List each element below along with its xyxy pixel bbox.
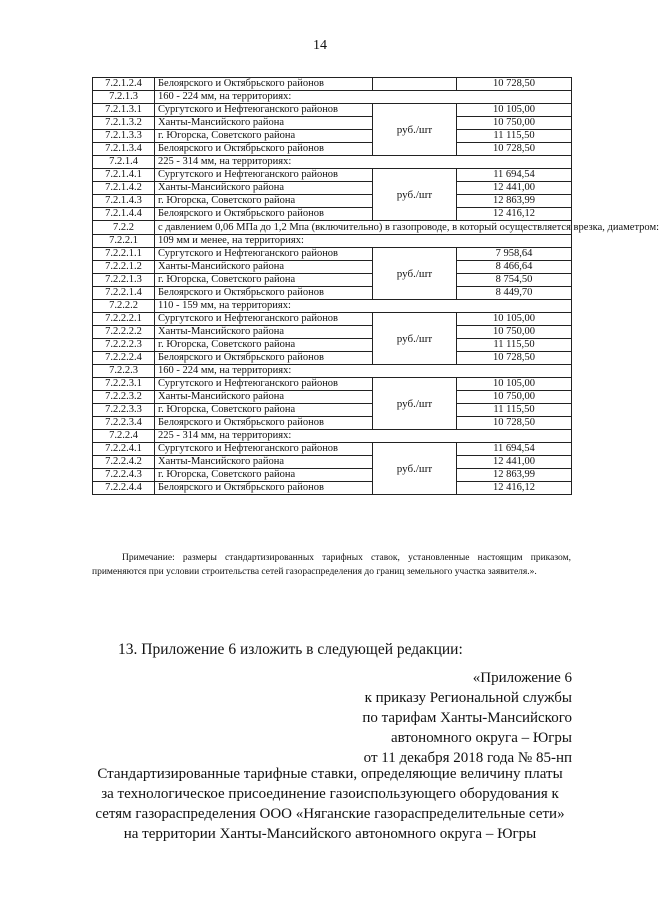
table-row: [93, 482, 572, 495]
row-name: Ханты-Мансийского района: [155, 261, 373, 274]
row-code: 7.2.1.4.3: [93, 195, 155, 208]
title-line: на территории Ханты-Мансийского автономного округа – Югры: [123, 826, 537, 842]
row-code: 7.2.1.4.4: [93, 208, 155, 221]
tariff-table: [92, 77, 659, 495]
table-row: [93, 417, 572, 430]
table-row: [93, 430, 572, 443]
table-row: [93, 365, 572, 378]
row-code: 7.2.2: [93, 221, 155, 235]
appendix-line: к приказу Региональной службы: [364, 690, 572, 706]
row-code: 7.2.1.3: [93, 91, 155, 104]
row-code: 7.2.2.2.1: [93, 313, 155, 326]
table-row: [93, 117, 572, 130]
appendix-header: [362, 668, 572, 768]
row-name: Белоярского и Октябрьского районов: [155, 287, 373, 300]
row-price: 12 416,12: [457, 482, 572, 495]
row-code: 7.2.2.4.2: [93, 456, 155, 469]
appendix-line: автономного округа – Югры: [390, 730, 572, 746]
row-name: Ханты-Мансийского района: [155, 117, 373, 130]
row-price: 10 728,50: [457, 143, 572, 156]
row-price: 11 694,54: [457, 169, 572, 182]
table-row: [93, 195, 572, 208]
item-13-heading: 13. Приложение 6 изложить в следующей редакции:: [118, 641, 463, 658]
row-code: 7.2.2.1: [93, 235, 155, 248]
row-code: 7.2.1.4: [93, 156, 155, 169]
row-name: г. Югорска, Советского района: [155, 195, 373, 208]
row-price: 10 750,00: [457, 391, 572, 404]
title-line: Стандартизированные тарифные ставки, определяющие величину платы: [97, 766, 563, 782]
row-name: с давлением 0,06 МПа до 1,2 Мпа (включительно) в газопроводе, в который осуществляется врезка, диаметром:: [155, 221, 572, 235]
row-code: 7.2.2.1.2: [93, 261, 155, 274]
row-price: 10 750,00: [457, 326, 572, 339]
document-title: [60, 764, 600, 844]
row-name: г. Югорска, Советского района: [155, 274, 373, 287]
row-price: 11 115,50: [457, 404, 572, 417]
row-name: г. Югорска, Советского района: [155, 130, 373, 143]
row-name: Сургутского и Нефтеюганского районов: [155, 104, 373, 117]
row-code: 7.2.2.2: [93, 300, 155, 313]
row-price: 10 728,50: [457, 352, 572, 365]
table-row: [93, 352, 572, 365]
row-name: Сургутского и Нефтеюганского районов: [155, 169, 373, 182]
table-row: [93, 221, 572, 235]
table-row: [93, 208, 572, 221]
table-row: [93, 104, 572, 117]
table-row: [93, 130, 572, 143]
row-name: Сургутского и Нефтеюганского районов: [155, 443, 373, 456]
row-code: 7.2.2.4.4: [93, 482, 155, 495]
table-row: [93, 443, 572, 456]
unit-cell: руб./шт: [373, 313, 457, 365]
table-row: [93, 91, 572, 104]
title-line: сетям газораспределения ООО «Няганские газораспределительные сети»: [95, 806, 565, 822]
row-name: 225 - 314 мм, на территориях:: [155, 156, 572, 169]
page-number: 14: [313, 38, 327, 53]
row-code: 7.2.2.3: [93, 365, 155, 378]
row-name: Сургутского и Нефтеюганского районов: [155, 378, 373, 391]
table-row: [93, 378, 572, 391]
row-price: 12 416,12: [457, 208, 572, 221]
table-row: [93, 169, 572, 182]
table-note: Примечание: размеры стандартизированных тарифных ставок, установленные настоящим приказом, применяются при условии строительства сетей газораспределения до границ земельного участка заявителя.».: [92, 553, 571, 577]
row-name: 160 - 224 мм, на территориях:: [155, 91, 572, 104]
appendix-line: «Приложение 6: [472, 670, 572, 686]
row-name: г. Югорска, Советского района: [155, 339, 373, 352]
row-price: 12 441,00: [457, 456, 572, 469]
table-row: [93, 326, 572, 339]
table-row: [93, 261, 572, 274]
row-name: г. Югорска, Советского района: [155, 404, 373, 417]
row-code: 7.2.2.1.1: [93, 248, 155, 261]
row-price: 8 449,70: [457, 287, 572, 300]
row-name: Сургутского и Нефтеюганского районов: [155, 248, 373, 261]
row-name: Белоярского и Октябрьского районов: [155, 143, 373, 156]
row-price: 10 105,00: [457, 313, 572, 326]
row-code: 7.2.2.2.2: [93, 326, 155, 339]
row-name: Сургутского и Нефтеюганского районов: [155, 313, 373, 326]
row-code: 7.2.1.3.3: [93, 130, 155, 143]
row-code: 7.2.2.4.3: [93, 469, 155, 482]
row-name: Ханты-Мансийского района: [155, 456, 373, 469]
row-code: 7.2.2.2.3: [93, 339, 155, 352]
row-code: 7.2.2.1.3: [93, 274, 155, 287]
table-row: [93, 313, 572, 326]
row-price: 10 105,00: [457, 378, 572, 391]
row-code: 7.2.2.3.2: [93, 391, 155, 404]
row-price: 11 694,54: [457, 443, 572, 456]
unit-cell: руб./шт: [373, 443, 457, 495]
row-code: 7.2.2.4: [93, 430, 155, 443]
row-name: Белоярского и Октябрьского районов: [155, 417, 373, 430]
row-code: 7.2.2.4.1: [93, 443, 155, 456]
unit-cell: руб./шт: [373, 104, 457, 156]
unit-cell: руб./шт: [373, 169, 457, 221]
row-code: 7.2.1.4.1: [93, 169, 155, 182]
table-row: [93, 248, 572, 261]
table-row: [93, 182, 572, 195]
row-price: 10 105,00: [457, 104, 572, 117]
table-row: [93, 469, 572, 482]
row-price: 11 115,50: [457, 130, 572, 143]
table-row: [93, 300, 572, 313]
row-code: 7.2.1.4.2: [93, 182, 155, 195]
table-row: [93, 391, 572, 404]
row-price: 12 441,00: [457, 182, 572, 195]
row-price: 10 728,50: [457, 78, 572, 91]
row-price: 12 863,99: [457, 195, 572, 208]
row-price: 12 863,99: [457, 469, 572, 482]
row-price: 11 115,50: [457, 339, 572, 352]
row-name: 160 - 224 мм, на территориях:: [155, 365, 572, 378]
appendix-line: по тарифам Ханты-Мансийского: [362, 710, 572, 726]
table-row: [93, 404, 572, 417]
table-row: [93, 456, 572, 469]
table-row: [93, 78, 572, 91]
row-price: 8 466,64: [457, 261, 572, 274]
row-name: 109 мм и менее, на территориях:: [155, 235, 572, 248]
row-code: 7.2.1.3.4: [93, 143, 155, 156]
row-price: 8 754,50: [457, 274, 572, 287]
title-line: за технологическое присоединение газоиспользующего оборудования к: [101, 786, 559, 802]
row-name: Белоярского и Октябрьского районов: [155, 352, 373, 365]
row-code: 7.2.1.3.1: [93, 104, 155, 117]
row-code: 7.2.1.3.2: [93, 117, 155, 130]
row-name: Ханты-Мансийского района: [155, 326, 373, 339]
row-name: 225 - 314 мм, на территориях:: [155, 430, 572, 443]
row-name: Белоярского и Октябрьского районов: [155, 482, 373, 495]
table-row: [93, 287, 572, 300]
row-code: 7.2.2.1.4: [93, 287, 155, 300]
row-price: 7 958,64: [457, 248, 572, 261]
table-row: [93, 339, 572, 352]
row-name: Белоярского и Октябрьского районов: [155, 78, 373, 91]
row-name: Ханты-Мансийского района: [155, 182, 373, 195]
row-code: 7.2.2.3.3: [93, 404, 155, 417]
table-row: [93, 274, 572, 287]
row-price: 10 728,50: [457, 417, 572, 430]
row-code: 7.2.2.2.4: [93, 352, 155, 365]
appendix-line: от 11 декабря 2018 года № 85-нп: [363, 750, 572, 766]
row-code: 7.2.2.3.1: [93, 378, 155, 391]
row-name: 110 - 159 мм, на территориях:: [155, 300, 572, 313]
row-name: Ханты-Мансийского района: [155, 391, 373, 404]
row-code: 7.2.1.2.4: [93, 78, 155, 91]
unit-cell: руб./шт: [373, 248, 457, 300]
table-row: [93, 235, 572, 248]
row-name: Белоярского и Октябрьского районов: [155, 208, 373, 221]
table-row: [93, 156, 572, 169]
table-row: [93, 143, 572, 156]
row-name: г. Югорска, Советского района: [155, 469, 373, 482]
row-code: 7.2.2.3.4: [93, 417, 155, 430]
row-price: 10 750,00: [457, 117, 572, 130]
unit-cell: руб./шт: [373, 378, 457, 430]
